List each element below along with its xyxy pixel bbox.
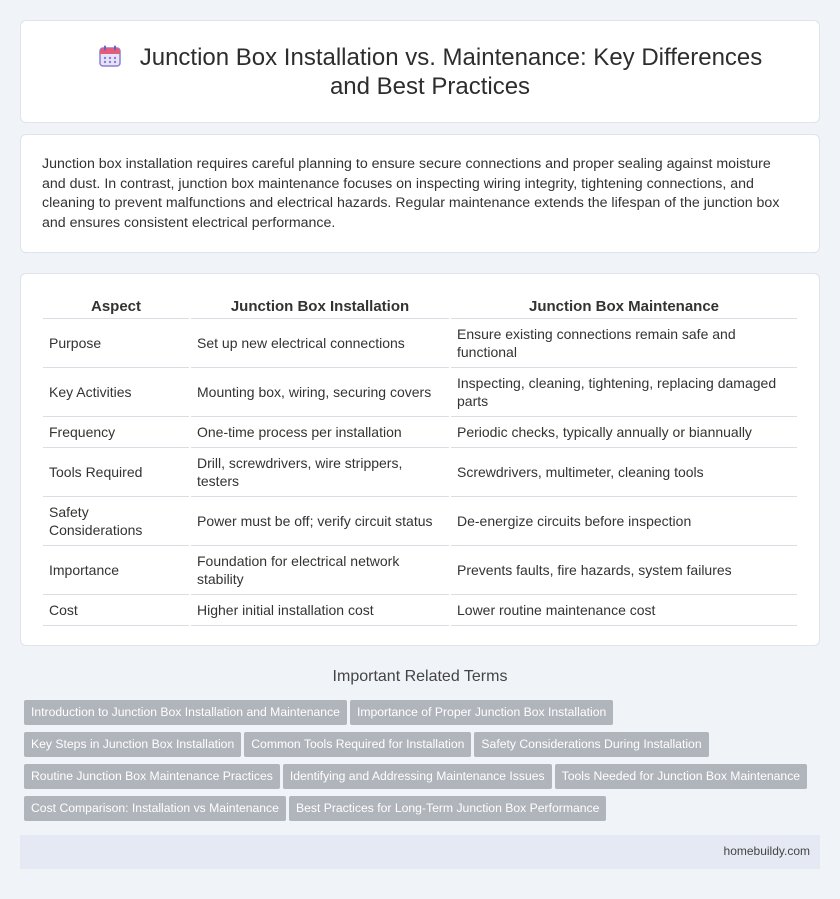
table-cell: Ensure existing connections remain safe and functional — [451, 319, 797, 368]
table-cell: Mounting box, wiring, securing covers — [191, 368, 449, 417]
table-cell: Frequency — [43, 417, 189, 448]
related-term-tag[interactable]: Safety Considerations During Installation — [474, 732, 708, 757]
table-row — [43, 595, 797, 626]
calendar-icon — [98, 44, 122, 68]
table-row — [43, 417, 797, 448]
intro-card — [20, 134, 820, 253]
table-cell: Higher initial installation cost — [191, 595, 449, 626]
table-row — [43, 546, 797, 595]
table-row — [43, 319, 797, 368]
table-cell: De-energize circuits before inspection — [451, 497, 797, 546]
table-cell: Foundation for electrical network stability — [191, 546, 449, 595]
related-term-tag[interactable]: Cost Comparison: Installation vs Maintenance — [24, 796, 286, 821]
related-term-tag[interactable]: Routine Junction Box Maintenance Practices — [24, 764, 280, 789]
page-title-text: Junction Box Installation vs. Maintenance: Key Differences and Best Practices — [139, 44, 763, 100]
table-row — [43, 497, 797, 546]
table-cell: Screwdrivers, multimeter, cleaning tools — [451, 448, 797, 497]
related-terms-title: Important Related Terms — [332, 668, 508, 685]
intro-paragraph: Junction box installation requires careful planning to ensure secure connections and proper sealing against moisture and dust. In contrast, junction box maintenance focuses on inspecting wiring integrity, tightening connections, and cleaning to prevent malfunctions and electrical hazards. Regular maintenance extends the lifespan of the junction box and ensures consistent electrical performance. — [42, 156, 780, 231]
related-term-tag[interactable]: Introduction to Junction Box Installation and Maintenance — [24, 700, 347, 725]
table-cell: Inspecting, cleaning, tightening, replacing damaged parts — [451, 368, 797, 417]
related-term-tag[interactable]: Common Tools Required for Installation — [244, 732, 471, 757]
table-cell: Safety Considerations — [43, 497, 189, 546]
table-row — [43, 448, 797, 497]
related-term-tag[interactable]: Key Steps in Junction Box Installation — [24, 732, 241, 757]
table-cell: Periodic checks, typically annually or biannually — [451, 417, 797, 448]
header-aspect: Aspect — [43, 295, 189, 319]
title-card — [20, 20, 820, 123]
header-installation: Junction Box Installation — [191, 295, 449, 319]
table-cell: Tools Required — [43, 448, 189, 497]
table-cell: Set up new electrical connections — [191, 319, 449, 368]
table-cell: One-time process per installation — [191, 417, 449, 448]
table-cell: Importance — [43, 546, 189, 595]
comparison-table — [41, 295, 799, 626]
table-cell: Power must be off; verify circuit status — [191, 497, 449, 546]
related-term-tag[interactable]: Identifying and Addressing Maintenance Issues — [283, 764, 552, 789]
table-header-row — [43, 295, 797, 319]
table-cell: Cost — [43, 595, 189, 626]
header-maintenance: Junction Box Maintenance — [451, 295, 797, 319]
page-title — [81, 43, 779, 101]
related-term-tag[interactable]: Tools Needed for Junction Box Maintenance — [555, 764, 807, 789]
table-cell: Prevents faults, fire hazards, system failures — [451, 546, 797, 595]
table-cell: Purpose — [43, 319, 189, 368]
table-cell: Key Activities — [43, 368, 189, 417]
table-cell: Drill, screwdrivers, wire strippers, testers — [191, 448, 449, 497]
footer — [20, 835, 820, 869]
related-term-tag[interactable]: Best Practices for Long-Term Junction Box Performance — [289, 796, 606, 821]
footer-site-link[interactable]: homebuildy.com — [723, 844, 810, 858]
table-cell: Lower routine maintenance cost — [451, 595, 797, 626]
related-terms-list — [24, 700, 824, 828]
table-row — [43, 368, 797, 417]
comparison-card — [20, 273, 820, 646]
related-term-tag[interactable]: Importance of Proper Junction Box Installation — [350, 700, 613, 725]
